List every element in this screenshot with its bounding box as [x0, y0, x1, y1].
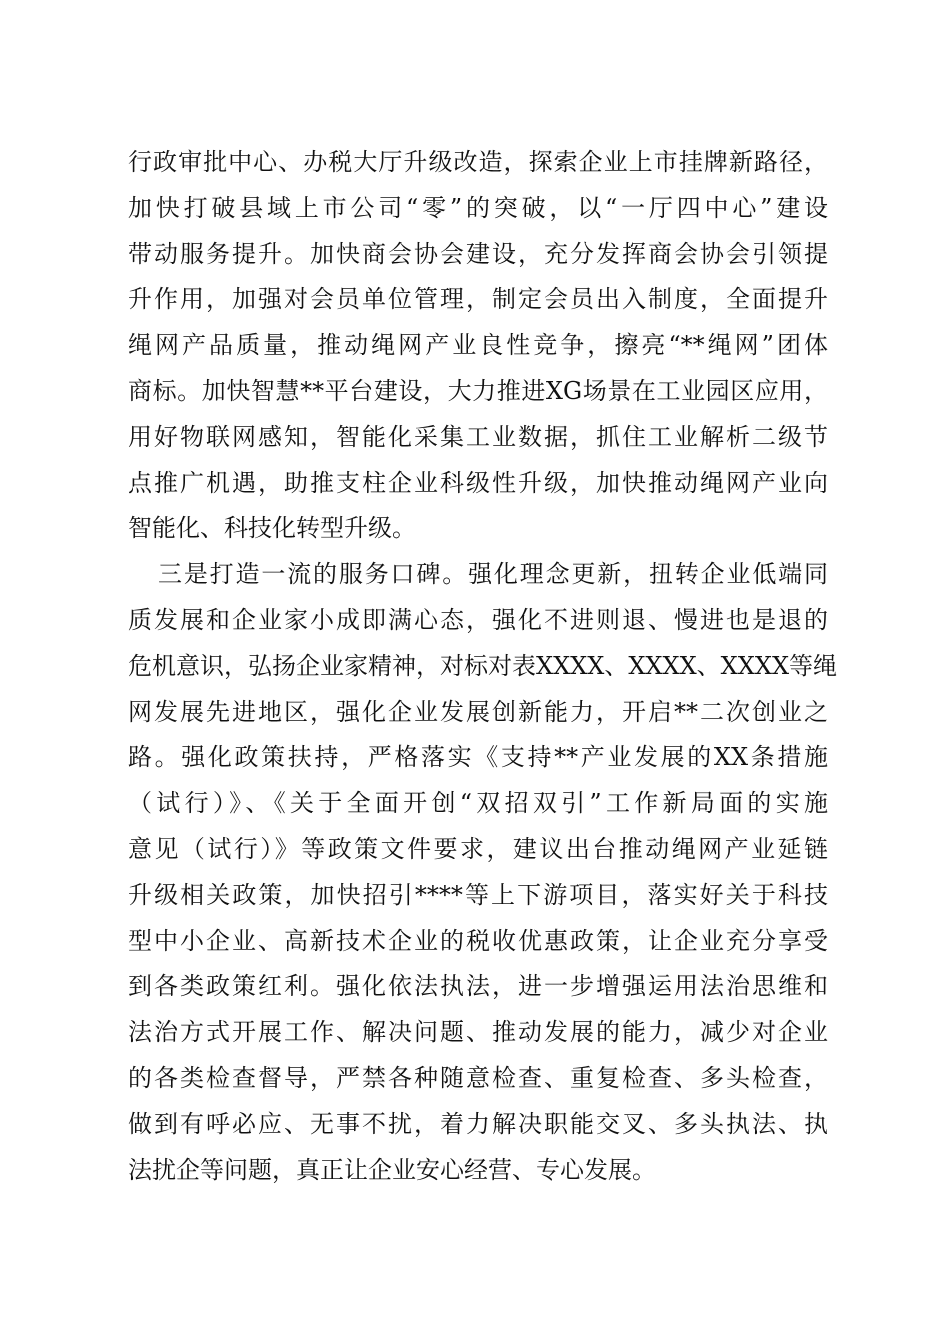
paragraph-line: 用好物联网感知，智能化采集工业数据，抓住工业解析二级节	[128, 422, 828, 451]
paragraph-2	[128, 552, 838, 1193]
paragraph-line: 网发展先进地区，强化企业发展创新能力，开启**二次创业之	[128, 697, 828, 726]
paragraph-line: 升作用，加强对会员单位管理，制定会员出入制度，全面提升	[128, 285, 828, 314]
paragraph-line: 带动服务提升。加快商会协会建设，充分发挥商会协会引领提	[128, 239, 828, 268]
paragraph-line: 智能化、科技化转型升级。	[128, 514, 416, 543]
paragraph-first-line	[128, 552, 828, 598]
paragraph-line: 升级相关政策，加快招引****等上下游项目，落实好关于科技	[128, 880, 828, 909]
paragraph-line: 到各类政策红利。强化依法执法，进一步增强运用法治思维和	[128, 972, 828, 1001]
paragraph-line: 商标。加快智慧**平台建设，大力推进XG场景在工业园区应用，	[128, 376, 828, 405]
document-body	[128, 140, 838, 1193]
paragraph-line: 危机意识，弘扬企业家精神，对标对表XXXX、XXXX、XXXX等绳	[128, 651, 838, 680]
paragraph-line: 绳网产品质量，推动绳网产业良性竞争，擦亮“**绳网”团体	[128, 331, 828, 360]
paragraph-line: 行政审批中心、办税大厅升级改造，探索企业上市挂牌新路径，	[128, 148, 828, 176]
paragraph-line: 质发展和企业家小成即满心态，强化不进则退、慢进也是退的	[128, 605, 828, 634]
paragraph-line: （试行）》、《关于全面开创“双招双引”工作新局面的实施	[128, 789, 828, 818]
paragraph-line: 法扰企等问题，真正让企业安心经营、专心发展。	[128, 1155, 656, 1184]
paragraph-line: 路。强化政策扶持，严格落实《支持**产业发展的XX条措施	[128, 743, 828, 772]
paragraph-line: 意见（试行）》等政策文件要求，建议出台推动绳网产业延链	[128, 834, 828, 863]
paragraph-line: 加快打破县域上市公司“零”的突破，以“一厅四中心”建设	[128, 193, 828, 222]
paragraph-line: 型中小企业、高新技术企业的税收优惠政策，让企业充分享受	[128, 926, 828, 955]
paragraph-1	[128, 140, 828, 552]
section-heading: 三是打造一流的服务口碑。	[158, 560, 469, 589]
paragraph-line: 点推广机遇，助推支柱企业科级性升级，加快推动绳网产业向	[128, 468, 828, 497]
paragraph-line-rest: 强化理念更新，扭转企业低端同	[468, 560, 829, 589]
paragraph-line: 法治方式开展工作、解决问题、推动发展的能力，减少对企业	[128, 1018, 828, 1047]
paragraph-line: 做到有呼必应、无事不扰，着力解决职能交叉、多头执法、执	[128, 1109, 828, 1138]
paragraph-line: 的各类检查督导，严禁各种随意检查、重复检查、多头检查，	[128, 1063, 828, 1092]
